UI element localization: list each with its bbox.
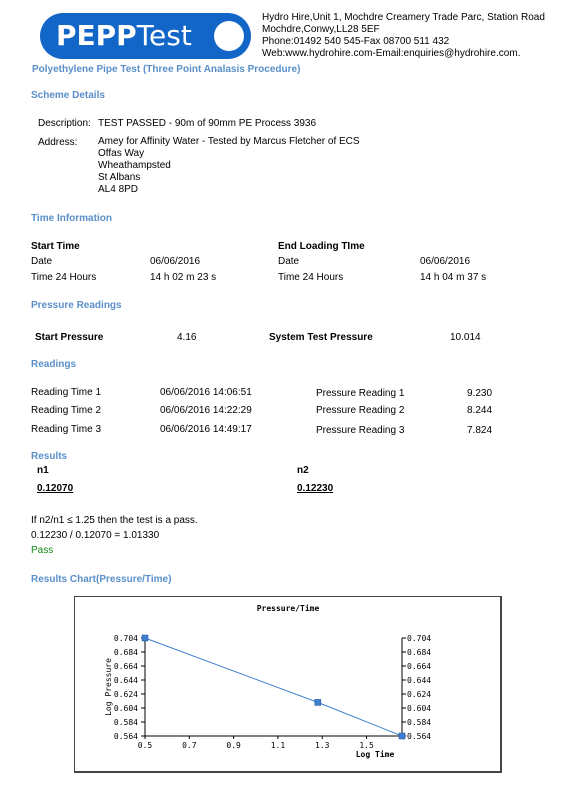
n1-value: 0.12070 — [37, 483, 74, 494]
pass-rule-text: If n2/n1 ≤ 1.25 then the test is a pass. — [31, 515, 198, 526]
pressure-reading-label: Pressure Reading 3 — [316, 425, 405, 436]
pressure-reading-label: Pressure Reading 1 — [316, 388, 405, 399]
pressure-reading-label: Pressure Reading 2 — [316, 405, 405, 416]
n1-label: n1 — [37, 465, 49, 476]
y-axis-label: Log Pressure — [104, 658, 113, 716]
pressure-reading-value: 7.824 — [467, 425, 493, 436]
chart-title: Pressure/Time — [256, 604, 320, 613]
time-information-heading: Time Information — [31, 213, 112, 224]
reading-time-value: 06/06/2016 14:22:29 — [160, 405, 252, 416]
test-verdict: Pass — [31, 545, 54, 556]
reading-time-label: Reading Time 1 — [31, 387, 102, 398]
y-tick-label-right: 0.664 — [407, 662, 432, 671]
y-tick-label-right: 0.584 — [407, 718, 432, 727]
end-time-value: 14 h 04 m 37 s — [420, 272, 487, 283]
x-tick-label: 1.1 — [270, 741, 286, 750]
start-time-title: Start Time — [31, 241, 80, 252]
start-time-value: 14 h 02 m 23 s — [150, 272, 217, 283]
reading-time-label: Reading Time 2 — [31, 405, 102, 416]
y-tick-label-right: 0.644 — [407, 676, 432, 685]
n2-label: n2 — [297, 465, 309, 476]
start-pressure-value: 4.16 — [177, 332, 197, 343]
reading-time-label: Reading Time 3 — [31, 424, 102, 435]
address-line: St Albans — [98, 172, 141, 183]
description-value: TEST PASSED - 90m of 90mm PE Process 3936 — [98, 118, 317, 129]
y-tick-label-right: 0.704 — [407, 634, 432, 643]
pressure-reading-value: 9.230 — [467, 388, 493, 399]
pressure-time-chart — [74, 596, 502, 773]
company-phone: Phone:01492 540 545-Fax 08700 511 432 — [262, 36, 450, 47]
pressure-reading-value: 8.244 — [467, 405, 493, 416]
address-block — [98, 136, 360, 196]
y-tick-label: 0.704 — [113, 634, 138, 643]
address-line: AL4 8PD — [98, 184, 139, 195]
ratio-calculation: 0.12230 / 0.12070 = 1.01330 — [31, 530, 160, 541]
start-time-label: Time 24 Hours — [31, 272, 97, 283]
axis-ticks — [114, 634, 431, 750]
logo-text: PEPPTest — [56, 19, 192, 52]
reading-time-value: 06/06/2016 14:06:51 — [160, 387, 252, 398]
system-test-pressure-label: System Test Pressure — [269, 332, 373, 343]
address-line: Offas Way — [98, 148, 145, 159]
y-tick-label: 0.644 — [113, 676, 138, 685]
address-line: Amey for Affinity Water - Tested by Marcus Fletcher of ECS — [98, 136, 360, 147]
results-chart-heading: Results Chart(Pressure/Time) — [31, 574, 172, 585]
end-loading-time-title: End Loading TIme — [278, 241, 365, 252]
end-time-label: Time 24 Hours — [278, 272, 344, 283]
y-tick-label: 0.664 — [113, 662, 138, 671]
data-point-marker — [142, 635, 148, 641]
y-tick-label-right: 0.684 — [407, 648, 432, 657]
x-axis-label: Log Time — [355, 750, 395, 759]
x-tick-label: 0.9 — [226, 741, 241, 750]
pepptest-logo — [40, 13, 251, 59]
y-tick-label: 0.684 — [113, 648, 138, 657]
chart-svg — [75, 597, 500, 771]
y-tick-label: 0.564 — [113, 732, 138, 741]
start-pressure-label: Start Pressure — [35, 332, 104, 343]
logo-circle-icon — [214, 21, 244, 51]
document-title: Polyethylene Pipe Test (Three Point Analasis Procedure) — [32, 64, 301, 75]
description-label: Description: — [38, 118, 91, 129]
results-heading: Results — [31, 451, 68, 462]
y-tick-label-right: 0.604 — [407, 704, 432, 713]
scheme-details-heading: Scheme Details — [31, 90, 105, 101]
end-date-label: Date — [278, 256, 300, 267]
x-tick-label: 0.5 — [137, 741, 153, 750]
y-tick-label: 0.624 — [113, 690, 138, 699]
start-date-value: 06/06/2016 — [150, 256, 201, 267]
y-tick-label-right: 0.564 — [407, 732, 432, 741]
readings-heading: Readings — [31, 359, 77, 370]
x-tick-label: 1.5 — [359, 741, 374, 750]
end-date-value: 06/06/2016 — [420, 256, 471, 267]
series-line — [142, 635, 405, 739]
address-label: Address: — [38, 137, 78, 148]
system-test-pressure-value: 10.014 — [450, 332, 481, 343]
data-point-marker — [315, 699, 321, 705]
address-line: Wheathampsted — [98, 160, 171, 171]
series-line-path — [145, 638, 402, 736]
y-tick-label: 0.584 — [113, 718, 138, 727]
y-tick-label-right: 0.624 — [407, 690, 432, 699]
n2-value: 0.12230 — [297, 483, 334, 494]
start-date-label: Date — [31, 256, 53, 267]
y-tick-label: 0.604 — [113, 704, 138, 713]
x-tick-label: 1.3 — [315, 741, 330, 750]
reading-time-value: 06/06/2016 14:49:17 — [160, 424, 252, 435]
company-web-email: Web:www.hydrohire.com-Email:enquiries@hydrohire.com. — [262, 48, 521, 59]
company-address-line2: Mochdre,Conwy,LL28 5EF — [262, 24, 380, 35]
company-address-line1: Hydro Hire,Unit 1, Mochdre Creamery Trade Parc, Station Road — [262, 12, 545, 23]
x-tick-label: 0.7 — [182, 741, 197, 750]
data-point-marker — [399, 733, 405, 739]
pressure-readings-heading: Pressure Readings — [31, 300, 122, 311]
